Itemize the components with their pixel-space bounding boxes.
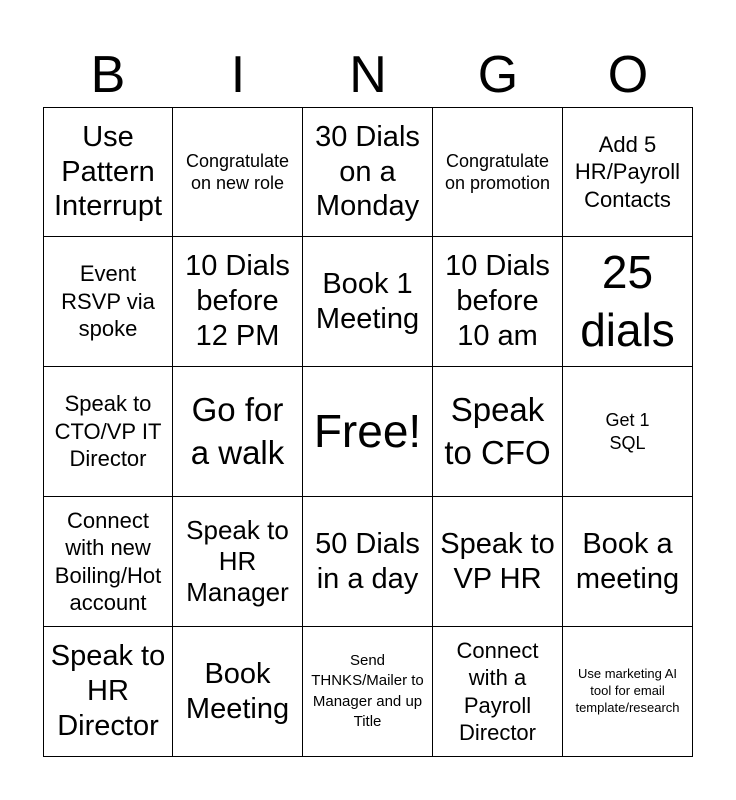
bingo-cell-r2-c1[interactable] <box>43 237 173 367</box>
bingo-cell-r2-c5[interactable] <box>563 237 693 367</box>
cell-label: Book a meeting <box>575 527 680 595</box>
header-letter-g: G <box>477 46 519 104</box>
bingo-cell-r1-c1[interactable] <box>43 107 173 237</box>
cell-label: Go for a walk <box>190 390 285 471</box>
bingo-cell-r5-c3[interactable] <box>303 627 433 757</box>
bingo-header <box>43 44 693 106</box>
cell-label: Connect with a Payroll Director <box>456 637 539 745</box>
bingo-cell-r5-c1[interactable] <box>43 627 173 757</box>
cell-label: Congratulate on promotion <box>444 150 551 193</box>
header-letter-b: B <box>90 46 126 104</box>
cell-label: Use Pattern Interrupt <box>54 120 162 223</box>
cell-label: Get 1 SQL <box>605 410 650 453</box>
bingo-cell-r2-c2[interactable] <box>173 237 303 367</box>
cell-label: Use marketing AI tool for email template/research <box>575 666 680 715</box>
bingo-cell-r3-c3-free[interactable] <box>303 367 433 497</box>
cell-label: 30 Dials on a Monday <box>315 120 420 223</box>
bingo-cell-r5-c5[interactable] <box>563 627 693 757</box>
bingo-cell-r3-c1[interactable] <box>43 367 173 497</box>
bingo-cell-r4-c2[interactable] <box>173 497 303 627</box>
cell-label: Congratulate on new role <box>185 150 290 193</box>
cell-label: Send THNKS/Mailer to Manager and up Title <box>311 652 424 730</box>
header-letter-o: O <box>607 46 649 104</box>
bingo-board <box>43 107 693 757</box>
bingo-cell-r1-c5[interactable] <box>563 107 693 237</box>
cell-label: Speak to VP HR <box>440 527 555 595</box>
bingo-cell-r4-c5[interactable] <box>563 497 693 627</box>
bingo-cell-r3-c5[interactable] <box>563 367 693 497</box>
cell-label: 25 dials <box>580 246 675 356</box>
bingo-cell-r2-c4[interactable] <box>433 237 563 367</box>
cell-label: 10 Dials before 12 PM <box>185 250 290 352</box>
cell-label: Speak to HR Director <box>50 640 166 742</box>
header-letter-i: I <box>230 46 246 104</box>
bingo-cell-r5-c4[interactable] <box>433 627 563 757</box>
bingo-cell-r1-c3[interactable] <box>303 107 433 237</box>
bingo-cell-r4-c1[interactable] <box>43 497 173 627</box>
cell-label: Book Meeting <box>185 657 290 725</box>
bingo-cell-r2-c3[interactable] <box>303 237 433 367</box>
cell-label: 50 Dials in a day <box>315 527 420 595</box>
cell-label: Book 1 Meeting <box>315 267 420 335</box>
cell-label: Speak to CTO/VP IT Director <box>54 391 162 472</box>
cell-label: Speak to CFO <box>444 390 551 471</box>
free-space-label: Free! <box>313 404 422 457</box>
bingo-cell-r3-c4[interactable] <box>433 367 563 497</box>
bingo-cell-r3-c2[interactable] <box>173 367 303 497</box>
bingo-cell-r5-c2[interactable] <box>173 627 303 757</box>
cell-label: Connect with new Boiling/Hot account <box>54 507 162 615</box>
header-letter-n: N <box>349 46 387 104</box>
bingo-cell-r4-c3[interactable] <box>303 497 433 627</box>
cell-label: Event RSVP via spoke <box>61 261 155 342</box>
bingo-cell-r1-c4[interactable] <box>433 107 563 237</box>
bingo-cell-r1-c2[interactable] <box>173 107 303 237</box>
cell-label: Speak to HR Manager <box>186 514 289 608</box>
cell-label: 10 Dials before 10 am <box>445 250 550 352</box>
bingo-cell-r4-c4[interactable] <box>433 497 563 627</box>
cell-label: Add 5 HR/Payroll Contacts <box>574 131 681 212</box>
